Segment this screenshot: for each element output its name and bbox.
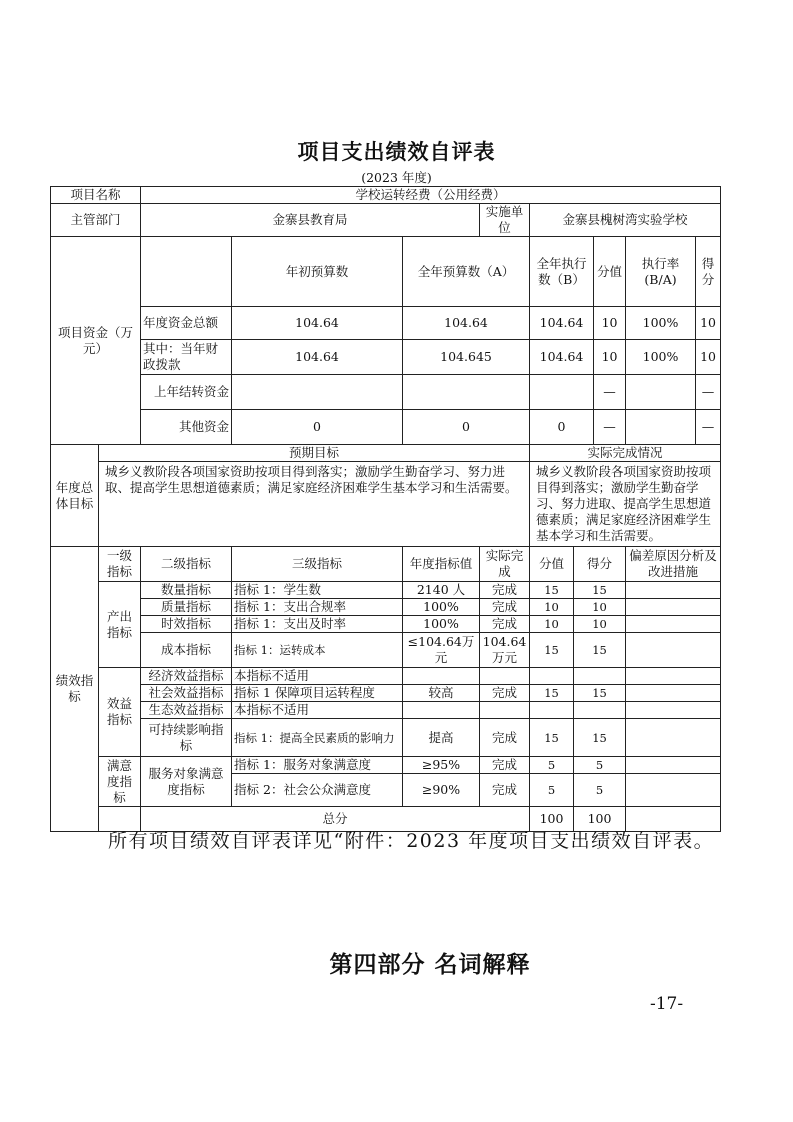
indicator-target <box>403 702 480 719</box>
fund-exec: 104.64 <box>530 307 594 340</box>
indicator-actual: 完成 <box>480 774 530 807</box>
indicator-got <box>574 668 626 685</box>
indicator-target: 2140 人 <box>403 582 480 599</box>
fund-score: 10 <box>594 340 626 375</box>
fund-got: — <box>696 375 721 410</box>
indicator-actual: 完成 <box>480 582 530 599</box>
fund-initial: 104.64 <box>232 307 403 340</box>
expected-goal-header: 预期目标 <box>99 445 530 462</box>
col-full-header: 全年预算数（A） <box>403 237 530 307</box>
goal-header-row <box>51 445 721 462</box>
fund-row <box>51 340 721 375</box>
indicator-l2: 生态效益指标 <box>141 702 232 719</box>
indicator-l3: 指标 1：提高全民素质的影响力 <box>232 719 403 757</box>
fund-full: 104.645 <box>403 340 530 375</box>
indicator-target: 提高 <box>403 719 480 757</box>
indicator-got: 15 <box>574 719 626 757</box>
fund-row <box>51 307 721 340</box>
goal-label: 年度总体目标 <box>51 445 99 547</box>
funds-label: 项目资金（万元） <box>51 237 141 445</box>
fund-full: 0 <box>403 410 530 445</box>
output-group: 产出指标 <box>99 582 141 668</box>
indicator-l3: 指标 1：支出及时率 <box>232 616 403 633</box>
h-l3: 三级指标 <box>232 547 403 582</box>
actual-goal-header: 实际完成情况 <box>530 445 721 462</box>
dept-label: 主管部门 <box>51 204 141 237</box>
fund-exec: 104.64 <box>530 340 594 375</box>
indicator-actual: 完成 <box>480 616 530 633</box>
indicator-score: 10 <box>530 599 574 616</box>
impl-unit-label: 实施单位 <box>480 204 530 237</box>
col-initial-header: 年初预算数 <box>232 237 403 307</box>
indicator-actual: 104.64 万元 <box>480 633 530 668</box>
performance-table <box>50 186 721 832</box>
col-score-header: 分值 <box>594 237 626 307</box>
indicator-l2: 服务对象满意度指标 <box>141 757 232 807</box>
indicator-score: 15 <box>530 582 574 599</box>
indicator-score: 10 <box>530 616 574 633</box>
indicator-dev <box>626 616 721 633</box>
fund-got: 10 <box>696 340 721 375</box>
fund-got: — <box>696 410 721 445</box>
appendix-note: 所有项目绩效自评表详见“附件：2023 年度项目支出绩效自评表。 <box>108 830 715 852</box>
indicator-row <box>51 702 721 719</box>
indicator-l3: 指标 2：社会公众满意度 <box>232 774 403 807</box>
indicator-actual <box>480 668 530 685</box>
indicator-dev <box>626 685 721 702</box>
total-label: 总分 <box>141 807 530 832</box>
fund-row-label: 上年结转资金 <box>141 375 232 410</box>
indicator-l3: 指标 1：学生数 <box>232 582 403 599</box>
indicator-target: 100% <box>403 599 480 616</box>
total-got: 100 <box>574 807 626 832</box>
indicator-target: 较高 <box>403 685 480 702</box>
indicator-l2: 质量指标 <box>141 599 232 616</box>
fund-exec: 0 <box>530 410 594 445</box>
fund-row-label: 年度资金总额 <box>141 307 232 340</box>
indicator-l2: 成本指标 <box>141 633 232 668</box>
expected-goal-text: 城乡义教阶段各项国家资助按项目得到落实；激励学生勤奋学习、努力进取、提高学生思想道德素质；满足家庭经济困难学生基本学习和生活需要。 <box>99 462 530 547</box>
indicator-got: 5 <box>574 774 626 807</box>
impl-unit-value: 金寨县槐树湾实验学校 <box>530 204 721 237</box>
col-rate-header: 执行率(B/A) <box>626 237 696 307</box>
h-got: 得分 <box>574 547 626 582</box>
indicator-actual <box>480 702 530 719</box>
indicator-score: 5 <box>530 757 574 774</box>
indicator-l2: 时效指标 <box>141 616 232 633</box>
h-target: 年度指标值 <box>403 547 480 582</box>
indicator-target: 100% <box>403 616 480 633</box>
indicator-actual: 完成 <box>480 685 530 702</box>
total-score: 100 <box>530 807 574 832</box>
indicator-dev <box>626 719 721 757</box>
fund-initial: 0 <box>232 410 403 445</box>
indicator-target <box>403 668 480 685</box>
fund-full: 104.64 <box>403 307 530 340</box>
fund-score: — <box>594 375 626 410</box>
indicator-actual: 完成 <box>480 757 530 774</box>
benefit-group: 效益指标 <box>99 668 141 757</box>
fund-row-label: 其他资金 <box>141 410 232 445</box>
indicator-score: 15 <box>530 719 574 757</box>
h-dev: 偏差原因分析及改进措施 <box>626 547 721 582</box>
indicator-actual: 完成 <box>480 599 530 616</box>
indicator-l2: 经济效益指标 <box>141 668 232 685</box>
indicator-actual: 完成 <box>480 719 530 757</box>
indicator-got <box>574 702 626 719</box>
indicator-row <box>51 599 721 616</box>
indicator-dev <box>626 633 721 668</box>
indicator-dev <box>626 668 721 685</box>
indicator-target: ≤104.64万元 <box>403 633 480 668</box>
fund-initial: 104.64 <box>232 340 403 375</box>
dept-value: 金寨县教育局 <box>141 204 480 237</box>
indicator-l2: 数量指标 <box>141 582 232 599</box>
indicator-got: 15 <box>574 582 626 599</box>
indicator-target: ≥90% <box>403 774 480 807</box>
project-name-value: 学校运转经费（公用经费） <box>141 187 721 204</box>
project-name-row <box>51 187 721 204</box>
goal-content-row <box>51 462 721 547</box>
indicator-l2: 可持续影响指标 <box>141 719 232 757</box>
dept-row <box>51 204 721 237</box>
indicator-l3: 指标 1 保障项目运转程度 <box>232 685 403 702</box>
indicator-score <box>530 668 574 685</box>
indicator-l2: 社会效益指标 <box>141 685 232 702</box>
indicator-l3: 本指标不适用 <box>232 702 403 719</box>
indicator-score: 15 <box>530 685 574 702</box>
indicator-row <box>51 633 721 668</box>
indicator-score: 15 <box>530 633 574 668</box>
actual-goal-text: 城乡义教阶段各项国家资助按项目得到落实；激励学生勤奋学习、努力进取、提高学生思想道德素质；满足家庭经济困难学生基本学习和生活需要。 <box>530 462 721 547</box>
indicator-dev <box>626 599 721 616</box>
fund-row <box>51 410 721 445</box>
indicator-got: 10 <box>574 599 626 616</box>
h-l2: 二级指标 <box>141 547 232 582</box>
perf-header-row <box>51 547 721 582</box>
fund-got: 10 <box>696 307 721 340</box>
fund-initial <box>232 375 403 410</box>
section-heading: 第四部分 名词解释 <box>329 951 531 978</box>
funds-header-row <box>51 237 721 307</box>
funds-header-empty <box>141 237 232 307</box>
h-l1: 一级指标 <box>99 547 141 582</box>
indicator-target: ≥95% <box>403 757 480 774</box>
indicator-l3: 指标 1：服务对象满意度 <box>232 757 403 774</box>
indicator-got: 15 <box>574 633 626 668</box>
fund-full <box>403 375 530 410</box>
col-exec-header: 全年执行数（B） <box>530 237 594 307</box>
indicator-got: 10 <box>574 616 626 633</box>
h-score: 分值 <box>530 547 574 582</box>
indicator-l3: 本指标不适用 <box>232 668 403 685</box>
perf-label: 绩效指标 <box>51 547 99 832</box>
page-title: 项目支出绩效自评表 <box>297 139 496 164</box>
fund-row-label: 其中：当年财政拨款 <box>141 340 232 375</box>
indicator-score <box>530 702 574 719</box>
fund-rate <box>626 375 696 410</box>
h-actual: 实际完成 <box>480 547 530 582</box>
indicator-dev <box>626 757 721 774</box>
indicator-got: 15 <box>574 685 626 702</box>
indicator-l3: 指标 1：支出合规率 <box>232 599 403 616</box>
indicator-dev <box>626 582 721 599</box>
fund-score: 10 <box>594 307 626 340</box>
year-subtitle: (2023 年度) <box>361 170 432 185</box>
fund-rate: 100% <box>626 340 696 375</box>
indicator-got: 5 <box>574 757 626 774</box>
indicator-row <box>51 757 721 774</box>
indicator-row <box>51 582 721 599</box>
indicator-dev <box>626 702 721 719</box>
indicator-row <box>51 668 721 685</box>
satisfaction-group: 满意度指标 <box>99 757 141 807</box>
indicator-l3: 指标 1：运转成本 <box>232 633 403 668</box>
indicator-row <box>51 616 721 633</box>
indicator-dev <box>626 774 721 807</box>
indicator-score: 5 <box>530 774 574 807</box>
fund-rate: 100% <box>626 307 696 340</box>
fund-exec <box>530 375 594 410</box>
indicator-row <box>51 685 721 702</box>
fund-row <box>51 375 721 410</box>
fund-score: — <box>594 410 626 445</box>
project-name-label: 项目名称 <box>51 187 141 204</box>
fund-rate <box>626 410 696 445</box>
page-number: -17- <box>650 994 684 1014</box>
col-got-header: 得分 <box>696 237 721 307</box>
indicator-row <box>51 719 721 757</box>
